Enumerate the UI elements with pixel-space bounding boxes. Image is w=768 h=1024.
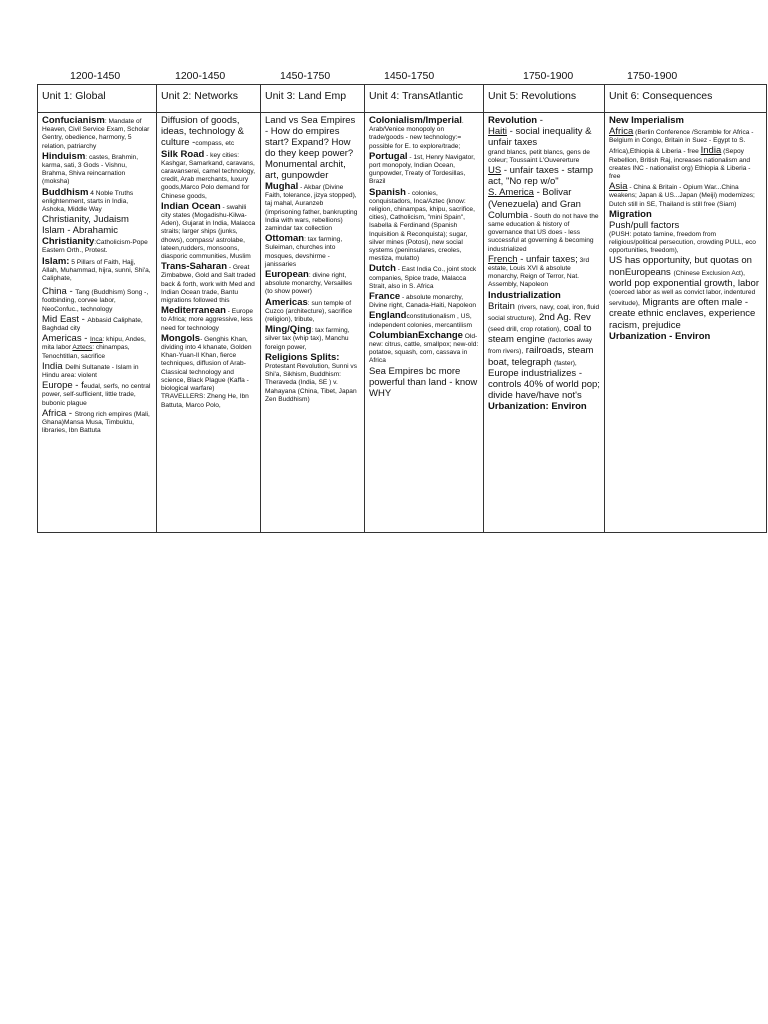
unit-notes-row — [38, 113, 767, 533]
note-christ-judaism: Christianity, Judaism — [42, 214, 129, 226]
note-s-america: S. America - Bolivar (Venezuela) and Gran Columbia - South do not have the same education & history of governance that US does - less successful at governing & becoming industrialized — [488, 187, 599, 253]
date-unit-2: 1200-1450 — [175, 70, 226, 82]
note-sea-empires: Sea Empires bc more powerful than land - know WHY — [369, 365, 478, 399]
note-diffusion: Diffusion of goods, ideas, technology & culture -compass, etc — [161, 115, 244, 149]
note-land-vs-sea: Land vs Sea Empires - How do empires start? Expand? How do they keep power? Monumental archit, art, gunpowder — [265, 115, 356, 181]
note-dutch: Dutch - East India Co., joint stock companies, Spice trade, Malacca Strait, also in S. Africa — [369, 263, 477, 290]
note-india: India Delhi Sultanate - Islam in Hindu area: violent — [42, 360, 139, 380]
date-unit-6: 1750-1900 — [627, 70, 678, 82]
note-africa: Africa - Strong rich empires (Mali, Ghana)Mansa Musa, Timbuktu, libraries, Ibn Battuta — [42, 407, 150, 435]
note-islam: Islam: 5 Pillars of Faith, Hajj, Allah, Muhammad, hijra, sunni, Shi'a, Caliphate, — [42, 255, 151, 283]
unit-2-title: Unit 2: Networks — [157, 85, 261, 113]
unit-6-title: Unit 6: Consequences — [605, 85, 767, 113]
note-christianity: Christianity:Catholicism-Pope Eastern Orth., Protest. — [42, 236, 148, 255]
note-colonialism: Colonialism/Imperial. Arab/Venice monopoly on trade/goods - new technology:= possible for E. to explore/trade; — [369, 115, 464, 150]
note-ottoman: Ottoman: tax farming, Suleiman, churches into mosques, devshirme - janissaries — [265, 233, 343, 268]
date-unit-3: 1450-1750 — [280, 70, 331, 82]
note-silk-road: Silk Road - key cities: Kashgar, Samarkand, caravans, caravanserei, camel technology, credit, Arab merchants, luxury goods,Marco Polo demand for Chinese goods, — [161, 148, 256, 200]
note-americas: Americas: sun temple of Cuzco (architecture), sacrifice (religion), tribute, — [265, 296, 353, 324]
note-islam-abrahamic: Islam - Abrahamic — [42, 225, 119, 237]
note-columbian-exchange: ColumbianExchange Old-new: citrus, cattle, smallpox; new-old: potatoe, squash, corn, cassava in Africa — [369, 329, 479, 365]
note-hinduism: Hinduism: castes, Brahmin, karma, sati, 3 Gods - Vishnu, Brahma, Shiva reincarnation (moksha) — [42, 150, 139, 186]
date-unit-1: 1200-1450 — [70, 70, 121, 82]
note-travellers: TRAVELLERS: Zheng He, Ibn Battuta, Marco Polo, — [161, 393, 249, 409]
unit-3-notes — [261, 113, 365, 533]
unit-1-notes — [38, 113, 157, 533]
note-mediterranean: Mediterranean - Europe to Africa; more aggressive, less need for technology — [161, 305, 254, 332]
date-row — [37, 70, 768, 84]
note-mongols: Mongols- Genghis Khan, dividing into 4 khanate, Golden Khan-Yuan-Il Khan, fierce techniques, diffusion of Arab-Classical technology and science, Black Plague (Kaffa - biological warfare) — [161, 332, 252, 393]
unit-3-title: Unit 3: Land Emp — [261, 85, 365, 113]
note-urbanization: Urbanization: Environ — [488, 401, 587, 413]
note-religions: Religions Splits: Protestant Revolution, Sunni vs Shi'a, Sikhism, Buddhism: Theraveda (India, SE ) v. Mahayana (China, Tibet, Japan Zen Buddhism) — [265, 351, 357, 403]
note-mideast: Mid East - Abbasid Caliphate, Baghdad city — [42, 313, 143, 333]
note-new-imperialism: New Imperialism — [609, 115, 684, 126]
unit-4-notes — [365, 113, 484, 533]
note-urbanization: Urbanization - Environ — [609, 330, 711, 342]
note-migration: Migration — [609, 208, 652, 220]
note-asia: Asia - China & Britain - Opium War...China weakens; Japan & US...Japan (Meiji) modernizes; Dutch still in SE, Thailand is still free (Siam) — [609, 181, 755, 208]
unit-review-table — [37, 84, 767, 533]
note-americas: Americas - Inca: khipu, Andes, mita labor Aztecs: chinampas, Tenochtitlan, sacrifice — [42, 333, 146, 360]
note-ming-qing: Ming/Qing: tax farming, silver tax (whip tax), Manchu foreign power, — [265, 324, 350, 351]
note-buddhism: Buddhism 4 Noble Truths enlightenment, starts in India, Ashoka, Middle Way — [42, 186, 134, 214]
unit-1-title: Unit 1: Global — [38, 85, 157, 113]
unit-4-title: Unit 4: TransAtlantic — [365, 85, 484, 113]
note-haiti: Haiti - social inequality & unfair taxes — [488, 126, 592, 149]
note-europe: Europe - feudal, serfs, no central power, self-sufficient, little trade, bubonic plague — [42, 380, 151, 407]
note-revolution: Revolution - — [488, 115, 543, 126]
note-french: French - unfair taxes; 3rd estate, Louis XVI & absolute monarchy, Reign of Terror, Nat. Assembly, Napoleon — [488, 253, 590, 289]
unit-2-notes — [157, 113, 261, 533]
unit-5-notes — [484, 113, 605, 533]
note-france: France - absolute monarchy, Divine right, Canada-Haiti, Napoleon — [369, 291, 477, 310]
note-european: European: divine right, absolute monarchy, Versailles (to show power) — [265, 269, 353, 296]
note-us-opportunity: US has opportunity, but quotas on nonEuropeans (Chinese Exclusion Act), world pop exponential growth, labor (coerced labor as well as convict labor, indentured servitude), Migrants are often male - create ethnic enclaves, experience racism, prejudice — [609, 255, 759, 331]
note-britain: Britain (rivers, navy, coal, iron, fluid social structure), 2nd Ag. Rev (seed drill, crop rotation), coal to steam engine (factories away from rivers), railroads, steam boat, telegraph (faster), Europe industrializes - controls 40% of world pop; divide have/have not's — [488, 300, 600, 402]
note-china: China - Tang (Buddhism) Song -, footbinding, corvee labor, NeoConfuc., technology — [42, 286, 149, 313]
note-confucianism: Confucianism: Mandate of Heaven, Civil Service Exam, Scholar Gentry, obedience, harmony, 5 relation, patriarchy — [42, 115, 150, 150]
note-push-pull: Push/pull factors — [609, 219, 680, 231]
date-unit-4: 1450-1750 — [384, 70, 435, 82]
note-africa: Africa (Berlin Conference /Scramble for Africa - Belgium in Congo, Britain in Suez - Egypt to S. Africa),Ethiopia & Liberia - free India (Sepoy Rebellion, British Raj, increases nationalism and creates INC - nationalist org) Ethiopia & Liberia - free — [609, 126, 754, 181]
note-england: Englandconstitutionalism , US, independent colonies, mercantilism — [369, 310, 472, 329]
date-unit-5: 1750-1900 — [523, 70, 574, 82]
note-spanish: Spanish - colonies, conquistadors, Inca/Aztec (know: religion, chinampas, khipu, sacrifice, cities), Catholicism, "mini Spain", Isabella & Ferdinand (Spanish Inquisition & Reconquista); sugar, silver mines (Potosi), new social systems (peninsulares, creoles, mestiza, mulatto) — [369, 186, 475, 263]
unit-header-row — [38, 85, 767, 113]
note-us: US - unfair taxes - stamp act, "No rep w/o" — [488, 165, 594, 188]
note-haiti-detail: grand blancs, petit blancs, gens de coleur; Toussaint L'Ouvererture — [488, 148, 590, 164]
note-mughal: Mughal - Akbar (Divine Faith, tolerance, jizya stopped), taj mahal, Auranzeb (imprisoning father, bankrupting India with wars, rebellions) zamindar tax collection — [265, 181, 358, 233]
note-push-detail: (PUSH: potato famine, freedom from religious/political persecution, crowding PULL, eco opportunities, freedom), — [609, 230, 756, 255]
note-indian-ocean: Indian Ocean - swahili city states (Mogadishu-Kilwa-Aden), Gujarat in India, Malacca straits; larger ships (junks, dhows), compass/ astrolabe, lateen,rudders, monsoons, diasporic communities, Muslim — [161, 200, 256, 261]
note-industrialization: Industrialization — [488, 289, 561, 301]
unit-6-notes — [605, 113, 767, 533]
note-trans-saharan: Trans-Saharan - Great Zimbabwe, Gold and Salt traded back & forth, work with Med and Indian Ocean trade, Bantu migrations followed this — [161, 261, 256, 305]
unit-5-title: Unit 5: Revolutions — [484, 85, 605, 113]
note-portugal: Portugal - 1st, Henry Navigator, port monopoly, Indian Ocean, gunpowder, Treaty of Tordesillas, Brazil — [369, 150, 475, 186]
